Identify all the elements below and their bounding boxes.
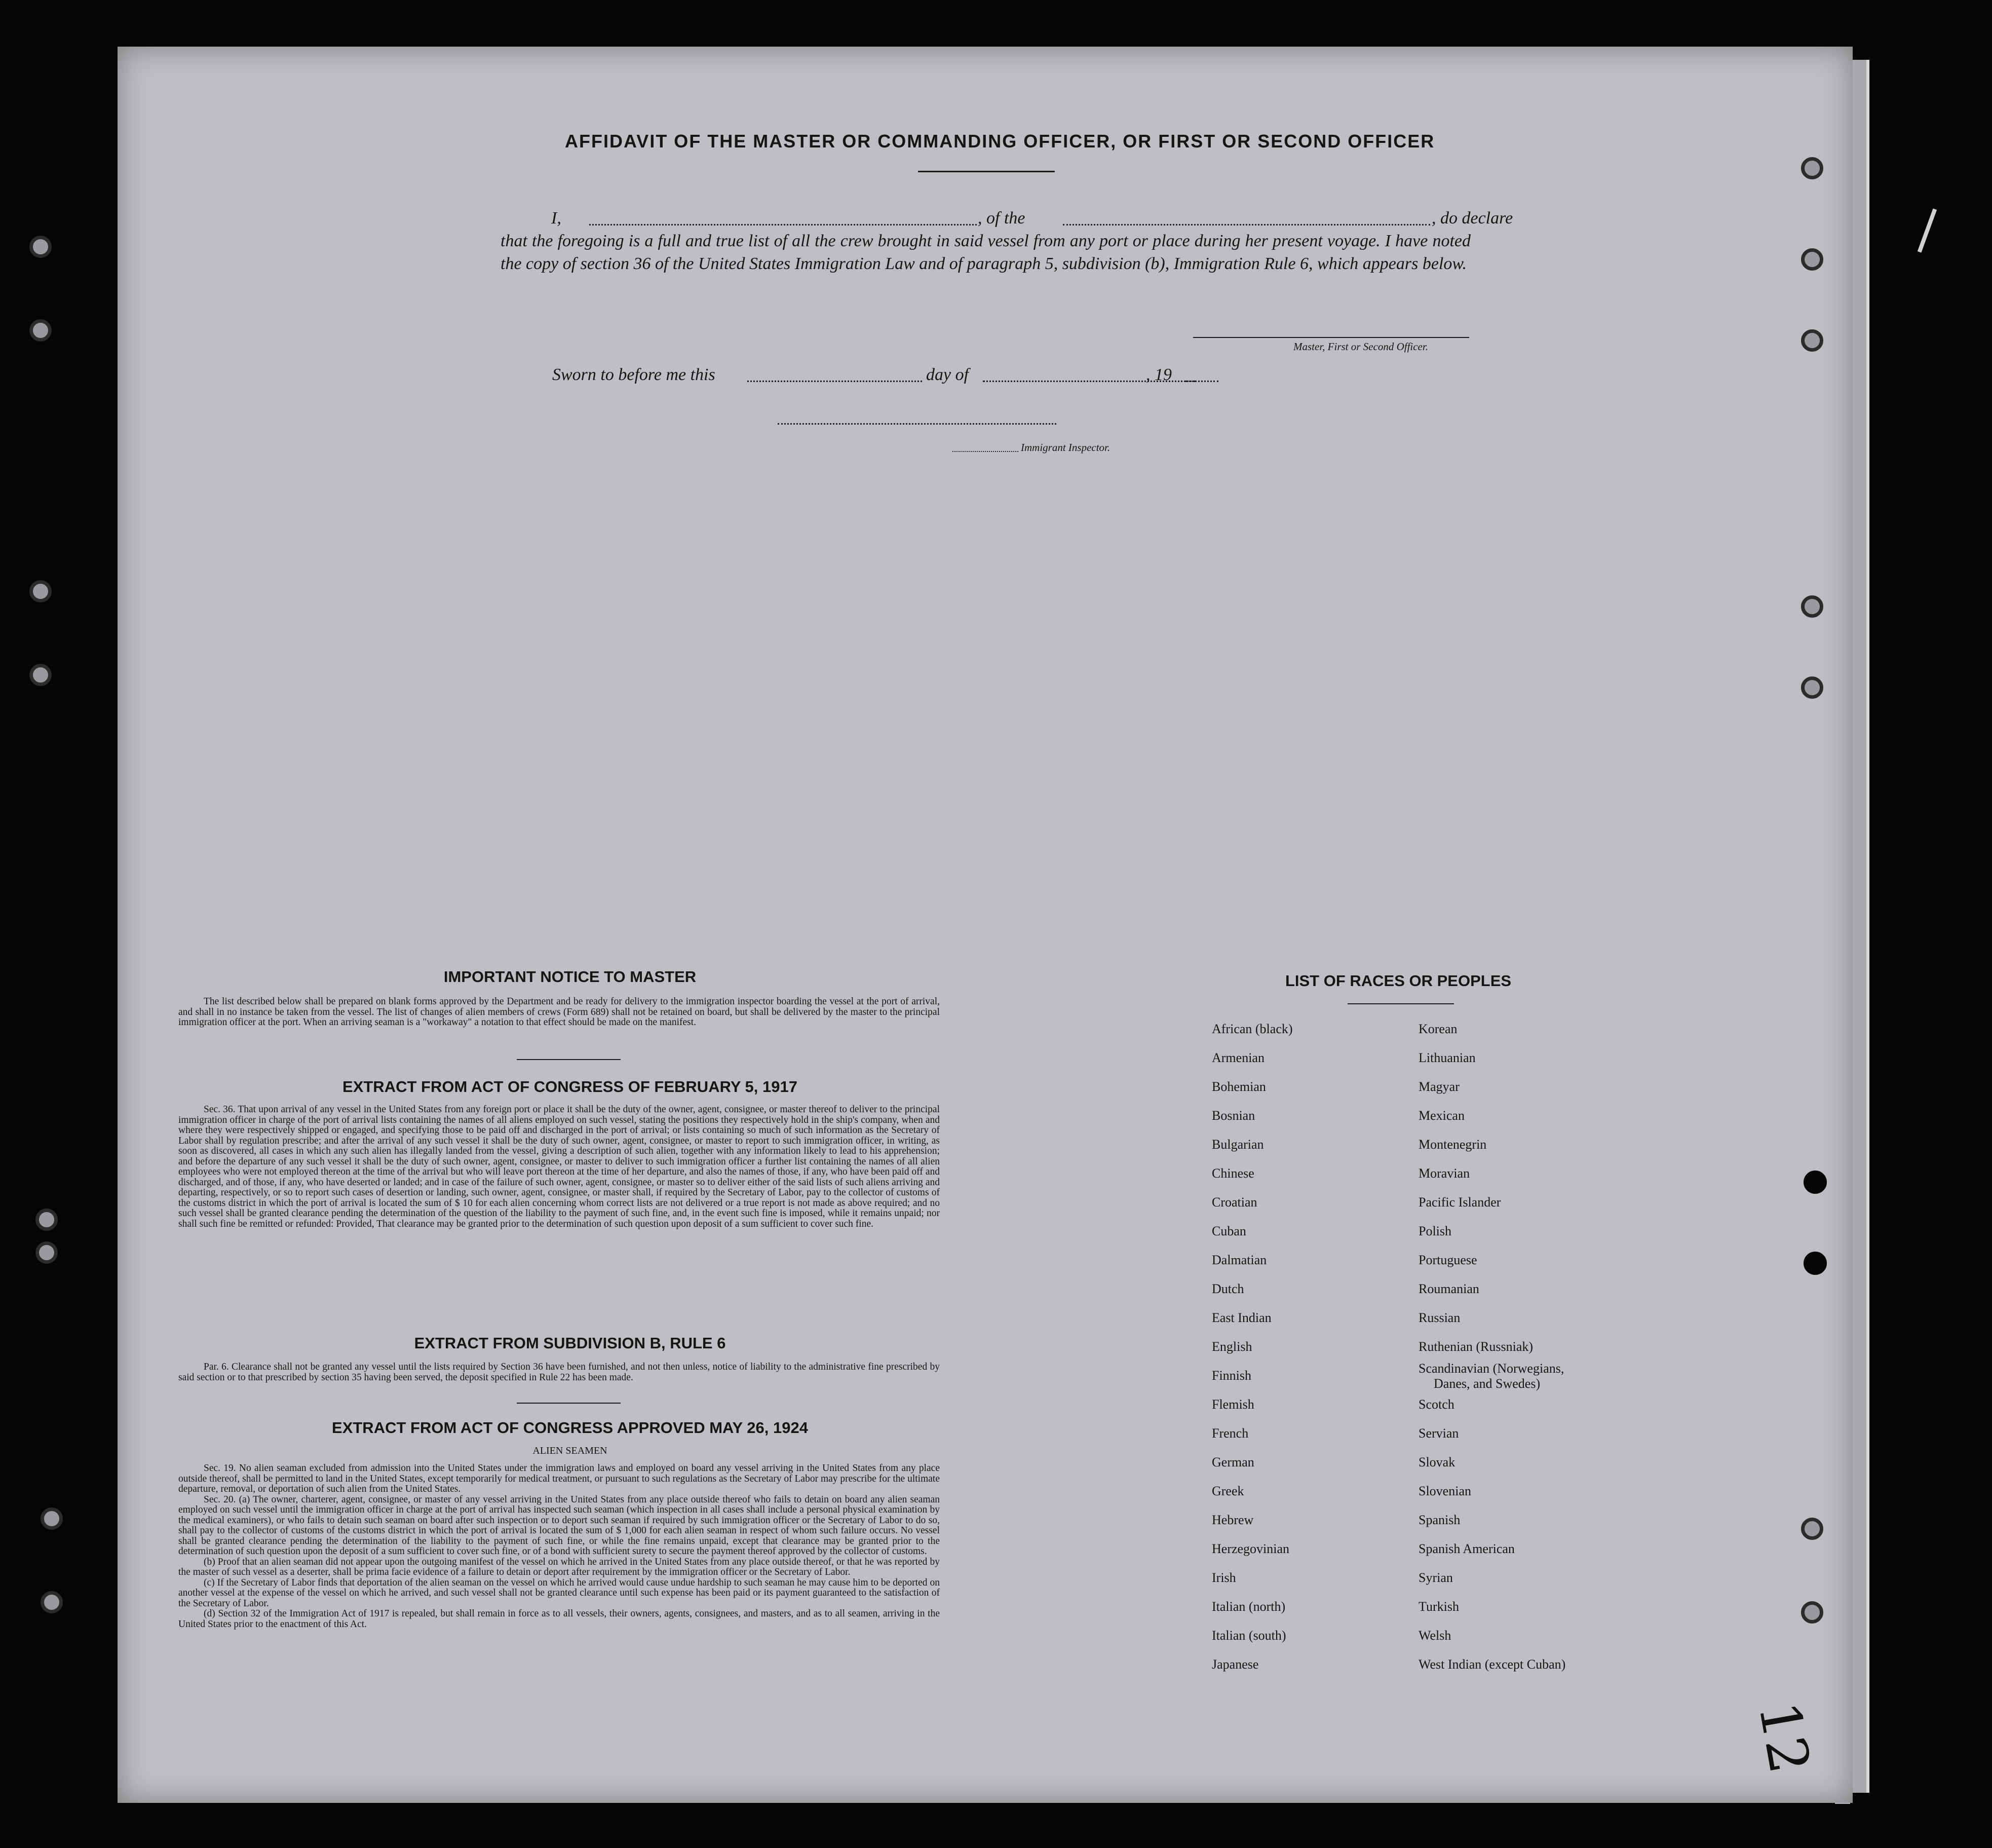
binder-hole-icon bbox=[1804, 1171, 1827, 1194]
binder-hole-icon bbox=[29, 319, 52, 342]
race-item: Syrian bbox=[1419, 1570, 1453, 1585]
binder-hole-icon bbox=[41, 1507, 63, 1530]
race-item: Roumanian bbox=[1419, 1281, 1479, 1296]
declare-label: , do declare bbox=[1432, 209, 1513, 228]
race-item: Bohemian bbox=[1212, 1079, 1266, 1094]
race-item: Spanish American bbox=[1419, 1541, 1515, 1556]
extract-rule6-text: Par. 6. Clearance shall not be granted any vessel until the lists required by Section 36 have been furnished, and not then unless, notice of liability to the administrative fine prescribed by said section or to that prescribed by section 35 having been served, the deposit specified in Rule 22 has been made. bbox=[178, 1362, 940, 1383]
extract-1924-title: EXTRACT FROM ACT OF CONGRESS APPROVED MAY 26, 1924 bbox=[332, 1419, 808, 1437]
races-title: LIST OF RACES OR PEOPLES bbox=[1285, 972, 1512, 990]
race-item: Slovenian bbox=[1419, 1484, 1471, 1498]
binder-hole-icon bbox=[29, 236, 52, 258]
extract-1917-text: Sec. 36. That upon arrival of any vessel in the United States from any foreign port or place it shall be the duty of the owner, agent, consignee, or master thereof to deliver to the principal immigration officer in charge of the port of arrival lists containing the names of all aliens employed on such vessel, stating the positions they respectively hold in the ship's company, when and where they were respectively shipped or engaged, and specifying those to be paid off and discharged in the port of arrival; or lists containing so much of such information as the Secretary of Labor shall by regulation prescribe; and after the arrival of any such vessel it shall be the duty of such owner, agent, consignee, or master to report to such immigration officer, in writing, as soon as discovered, all cases in which any such alien has illegally landed from the vessel, giving a description of such alien, together with any information likely to lead to his apprehension; and before the departure of any such vessel it shall be the duty of such owner, agent, consignee, or master to deliver to such immigration officer a further list containing the names of all alien employees who were not employed thereon at the time of the arrival but who will leave port thereon at the time of her departure, and also the names of those, if any, who have been paid off and discharged, and of those, if any, who have deserted or landed; and in case of the failure of such owner, agent, consignee, or master so to deliver either of the said lists of such aliens arriving and departing, respectively, or so to report such cases of desertion or landing, such owner, agent, consignee, or master shall, if required by the Secretary of Labor, pay to the collector of customs of the customs district in which the port of arrival is located the sum of $ 10 for each alien concerning whom correct lists are not delivered or a true report is not made as above required; and no such vessel shall be granted clearance pending the determination of the question of the liability to the payment of such fine, and, in the event such fine is imposed, while it remains unpaid; nor shall such fine be remitted or refunded: Provided, That clearance may be granted prior to the determination of such question upon deposit of a sum sufficient to cover such fine. bbox=[178, 1104, 940, 1229]
race-item: Ruthenian (Russniak) bbox=[1419, 1339, 1534, 1354]
race-item: West Indian (except Cuban) bbox=[1419, 1657, 1566, 1672]
divider bbox=[517, 1059, 621, 1060]
race-item: Italian (south) bbox=[1212, 1628, 1286, 1643]
notice-title: IMPORTANT NOTICE TO MASTER bbox=[443, 968, 697, 986]
binder-hole-icon bbox=[1801, 248, 1823, 271]
race-item: Montenegrin bbox=[1419, 1137, 1487, 1152]
race-item: Cuban bbox=[1212, 1224, 1246, 1238]
vessel-name-field bbox=[1063, 224, 1430, 225]
inspector-dots bbox=[952, 451, 1018, 452]
binder-hole-icon bbox=[35, 1209, 58, 1231]
notice-text: The list described below shall be prepared on blank forms approved by the Department and be ready for delivery to the immigration inspector boarding the vessel at the port of arrival, and shall in no instance be taken from the vessel. The list of changes of alien members of crews (Form 689) shall not be retained on board, but shall be delivered by the master to the principal immigration officer at the port. When an arriving seaman is a "workaway" a notation to that effect should be made on the manifest. bbox=[178, 996, 940, 1028]
race-item: Slovak bbox=[1419, 1455, 1455, 1469]
race-item: Croatian bbox=[1212, 1195, 1257, 1210]
binder-hole-icon bbox=[1801, 329, 1823, 352]
binder-hole-icon bbox=[1801, 676, 1823, 699]
pen-mark bbox=[1918, 208, 1937, 252]
race-item-continuation: Danes, and Swedes) bbox=[1434, 1376, 1541, 1391]
race-item: Bosnian bbox=[1212, 1108, 1255, 1123]
signature-line bbox=[1193, 337, 1469, 338]
race-item: Scotch bbox=[1419, 1397, 1454, 1412]
divider bbox=[517, 1403, 621, 1404]
race-item: Hebrew bbox=[1212, 1513, 1254, 1527]
race-item: Scandinavian (Norwegians, bbox=[1419, 1361, 1564, 1376]
vessel-label: , of the bbox=[978, 209, 1025, 228]
race-item: Flemish bbox=[1212, 1397, 1254, 1412]
race-item: Mexican bbox=[1419, 1108, 1465, 1123]
inspector-signature-field bbox=[778, 423, 1056, 425]
extract-1924-subtitle: ALIEN SEAMEN bbox=[532, 1445, 607, 1456]
sworn-label: Sworn to before me this bbox=[552, 365, 715, 384]
divider bbox=[918, 171, 1055, 172]
binder-hole-icon bbox=[29, 580, 52, 602]
race-item: Finnish bbox=[1212, 1368, 1252, 1383]
race-item: Russian bbox=[1419, 1310, 1461, 1325]
race-item: Dutch bbox=[1212, 1281, 1244, 1296]
race-item: African (black) bbox=[1212, 1022, 1293, 1036]
race-item: Greek bbox=[1212, 1484, 1244, 1498]
extract-1924-paragraph: Sec. 19. No alien seaman excluded from admission into the United States under the immigration laws and employed on board any vessel arriving in the United States from any place outside thereof, shall be permitted to land in the United States, except temporarily for medical treatment, or pursuant to such regulations as the Secretary of Labor may prescribe for the ultimate departure, removal, or deportation of such alien from the United States. bbox=[178, 1463, 940, 1494]
inspector-caption: Immigrant Inspector. bbox=[1021, 441, 1110, 454]
race-item: Armenian bbox=[1212, 1050, 1265, 1065]
handwritten-page-number: 12 bbox=[1746, 1696, 1823, 1779]
race-item: East Indian bbox=[1212, 1310, 1272, 1325]
race-item: Italian (north) bbox=[1212, 1599, 1286, 1614]
year-label: , 19 bbox=[1146, 365, 1172, 384]
affidavit-body: that the foregoing is a full and true list of all the crew brought in said vessel from any port or place during her present voyage. I have noted the copy of section 36 of the United States Immigration Law and of paragraph 5, subdivision (b), Immigration Rule 6, which appears below. bbox=[501, 232, 1471, 273]
extract-1924-paragraph: Sec. 20. (a) The owner, charterer, agent, consignee, or master of any vessel arriving in the United States from any place outside thereof who fails to detain on board any alien seaman employed on such vessel until the immigration officer in charge at the port of arrival has inspected such seaman (which inspection in all cases shall include a personal physical examination by the medical examiners), or who fails to detain such seaman on board after such inspection or to deport such seaman if required by such immigration officer or the Secretary of Labor to do so, shall pay to the collector of customs of the customs district in which the port of arrival is located the sum of $ 1,000 for each alien seaman in respect of whom such failure occurs. No vessel shall be granted clearance pending the determination of the liability to the payment of such fine, or while the fine remains unpaid, except that clearance may be granted prior to the determination of such question upon the deposit of a sum sufficient to cover such fine, or of a bond with sufficient surety to secure the payment thereof approved by the collector of customs. bbox=[178, 1494, 940, 1557]
race-item: Spanish bbox=[1419, 1513, 1461, 1527]
race-item: Herzegovinian bbox=[1212, 1541, 1290, 1556]
extract-1924-paragraph: (c) If the Secretary of Labor finds that deportation of the alien seaman on the vessel on which he arrived would cause undue hardship to such seaman he may cause him to be deported on another vessel at the expense of the vessel on which he arrived, and such vessel shall not be granted clearance until such expense has been paid or its payment guaranteed to the satisfaction of the Secretary of Labor. bbox=[178, 1577, 940, 1609]
race-item: Servian bbox=[1419, 1426, 1459, 1441]
sworn-date-field bbox=[747, 381, 922, 382]
extract-1924-paragraph: (d) Section 32 of the Immigration Act of 1917 is repealed, but shall remain in force as to all vessels, their owners, agents, consignees, and masters, and as to all seamen, arriving in the United States prior to the enactment of this Act. bbox=[178, 1608, 940, 1630]
race-item: Lithuanian bbox=[1419, 1050, 1476, 1065]
race-item: French bbox=[1212, 1426, 1249, 1441]
race-item: Polish bbox=[1419, 1224, 1452, 1238]
signature-caption: Master, First or Second Officer. bbox=[1293, 341, 1428, 353]
declarant-name-field bbox=[589, 224, 977, 225]
divider bbox=[1348, 1003, 1454, 1004]
binder-hole-icon bbox=[1804, 1252, 1827, 1275]
extract-rule6-title: EXTRACT FROM SUBDIVISION B, RULE 6 bbox=[414, 1334, 726, 1352]
binder-hole-icon bbox=[1801, 1601, 1823, 1624]
race-item: Japanese bbox=[1212, 1657, 1259, 1672]
race-item: Portuguese bbox=[1419, 1253, 1477, 1267]
binder-hole-icon bbox=[29, 664, 52, 686]
extract-1924-paragraph: (b) Proof that an alien seaman did not appear upon the outgoing manifest of the vessel on which he arrived in the United States from any place outside thereof, or that he was reported by the master of such vessel as a deserter, shall be prima facie evidence of a failure to detain or deport after requirement by the immigration officer or the Secretary of Labor. bbox=[178, 1556, 940, 1577]
sworn-year-field bbox=[1185, 381, 1218, 382]
race-item: Irish bbox=[1212, 1570, 1236, 1585]
race-item: English bbox=[1212, 1339, 1252, 1354]
race-item: Turkish bbox=[1419, 1599, 1459, 1614]
binder-hole-icon bbox=[1801, 157, 1823, 179]
day-of-label: day of bbox=[926, 365, 969, 384]
affidavit-title: AFFIDAVIT OF THE MASTER OR COMMANDING OFFICER, OR FIRST OR SECOND OFFICER bbox=[565, 131, 1435, 152]
race-item: German bbox=[1212, 1455, 1254, 1469]
binder-hole-icon bbox=[1801, 1518, 1823, 1540]
extract-1924-body bbox=[178, 1463, 940, 1630]
race-item: Dalmatian bbox=[1212, 1253, 1267, 1267]
extract-1917-title: EXTRACT FROM ACT OF CONGRESS OF FEBRUARY 5, 1917 bbox=[342, 1078, 797, 1096]
race-item: Moravian bbox=[1419, 1166, 1470, 1181]
binder-hole-icon bbox=[1801, 595, 1823, 618]
race-item: Chinese bbox=[1212, 1166, 1254, 1181]
race-item: Welsh bbox=[1419, 1628, 1451, 1643]
race-item: Korean bbox=[1419, 1022, 1458, 1036]
sworn-line bbox=[552, 363, 1221, 386]
binder-hole-icon bbox=[35, 1241, 58, 1264]
declarant-label: I, bbox=[551, 209, 561, 228]
race-item: Magyar bbox=[1419, 1079, 1460, 1094]
binder-hole-icon bbox=[41, 1591, 63, 1613]
race-item: Bulgarian bbox=[1212, 1137, 1264, 1152]
affidavit-declaration-line bbox=[551, 207, 1575, 230]
race-item: Pacific Islander bbox=[1419, 1195, 1501, 1210]
